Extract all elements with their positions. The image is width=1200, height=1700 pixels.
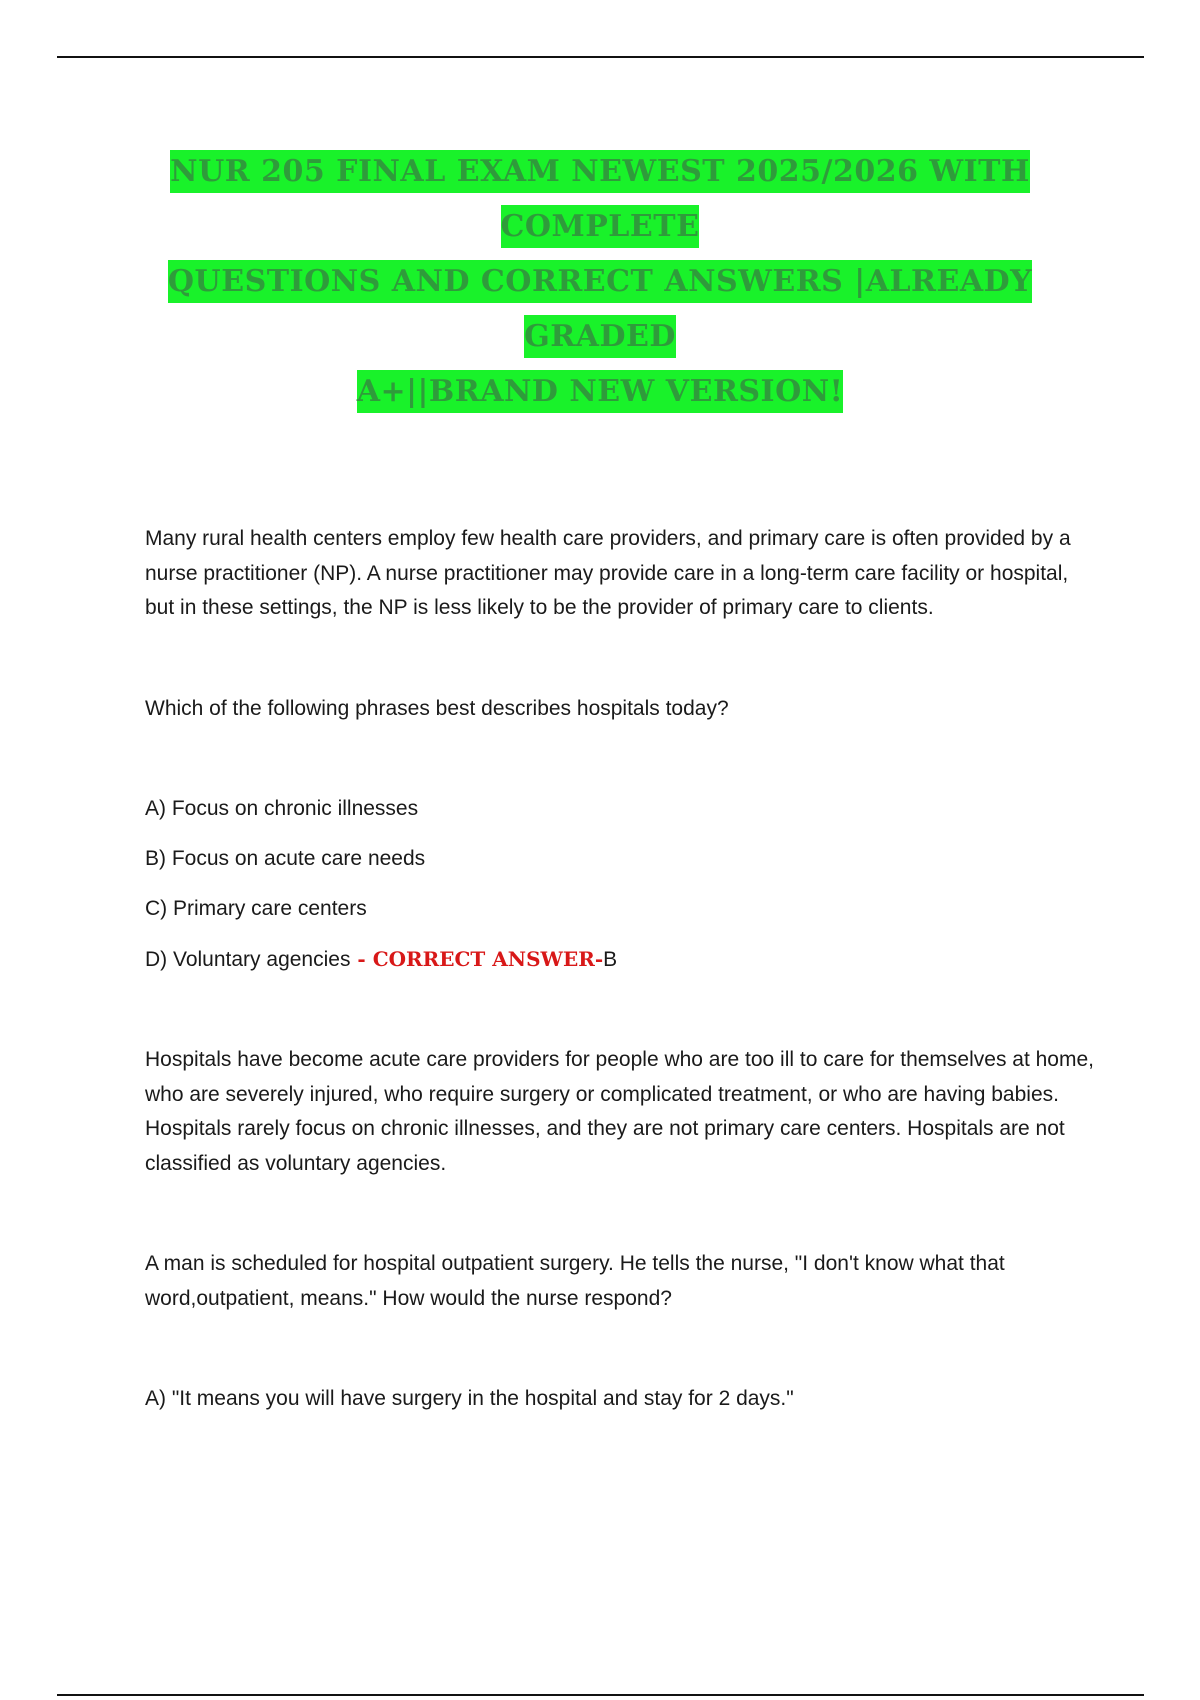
correct-answer-label: CORRECT ANSWER — [372, 947, 595, 971]
title-line-1: NUR 205 FINAL EXAM NEWEST 2025/2026 WITH COMPLETE — [170, 150, 1030, 248]
title-line-3: A+||BRAND NEW VERSION! — [357, 370, 844, 413]
option-a: A) "It means you will have surgery in the hospital and stay for 2 days." — [145, 1387, 794, 1410]
question-text: Which of the following phrases best describes hospitals today? — [145, 696, 729, 720]
document-title — [150, 144, 1050, 419]
bottom-rule — [57, 1694, 1144, 1696]
top-rule — [57, 56, 1144, 58]
option-b: B) Focus on acute care needs — [145, 847, 426, 870]
document-body — [145, 522, 1095, 1416]
option-a: A) Focus on chronic illnesses — [145, 797, 419, 820]
answer-separator: - — [350, 947, 373, 971]
question-text: A man is scheduled for hospital outpatient surgery. He tells the nurse, "I don't know what that word,outpatient, means." How would the nurse respond? — [145, 1252, 1005, 1310]
answer-dash: - — [594, 947, 604, 971]
title-line-2: QUESTIONS AND CORRECT ANSWERS |ALREADY GRADED — [168, 260, 1032, 358]
option-d — [145, 942, 1095, 977]
answer-options — [145, 792, 1095, 977]
rationale-paragraph: Hospitals have become acute care providers for people who are too ill to care for themselves at home, who are severely injured, who require surgery or complicated treatment, or who are having babies. Hospitals rarely focus on chronic illnesses, and they are not primary care centers. Hospitals are not classified as voluntary agencies. — [145, 1048, 1094, 1175]
option-c: C) Primary care centers — [145, 897, 367, 920]
option-d-text: D) Voluntary agencies — [145, 948, 351, 971]
rationale-paragraph: Many rural health centers employ few health care providers, and primary care is often provided by a nurse practitioner (NP). A nurse practitioner may provide care in a long-term care facility or hospital, but in these settings, the NP is less likely to be the provider of primary care to clients. — [145, 527, 1071, 619]
correct-answer-value: B — [603, 948, 618, 971]
